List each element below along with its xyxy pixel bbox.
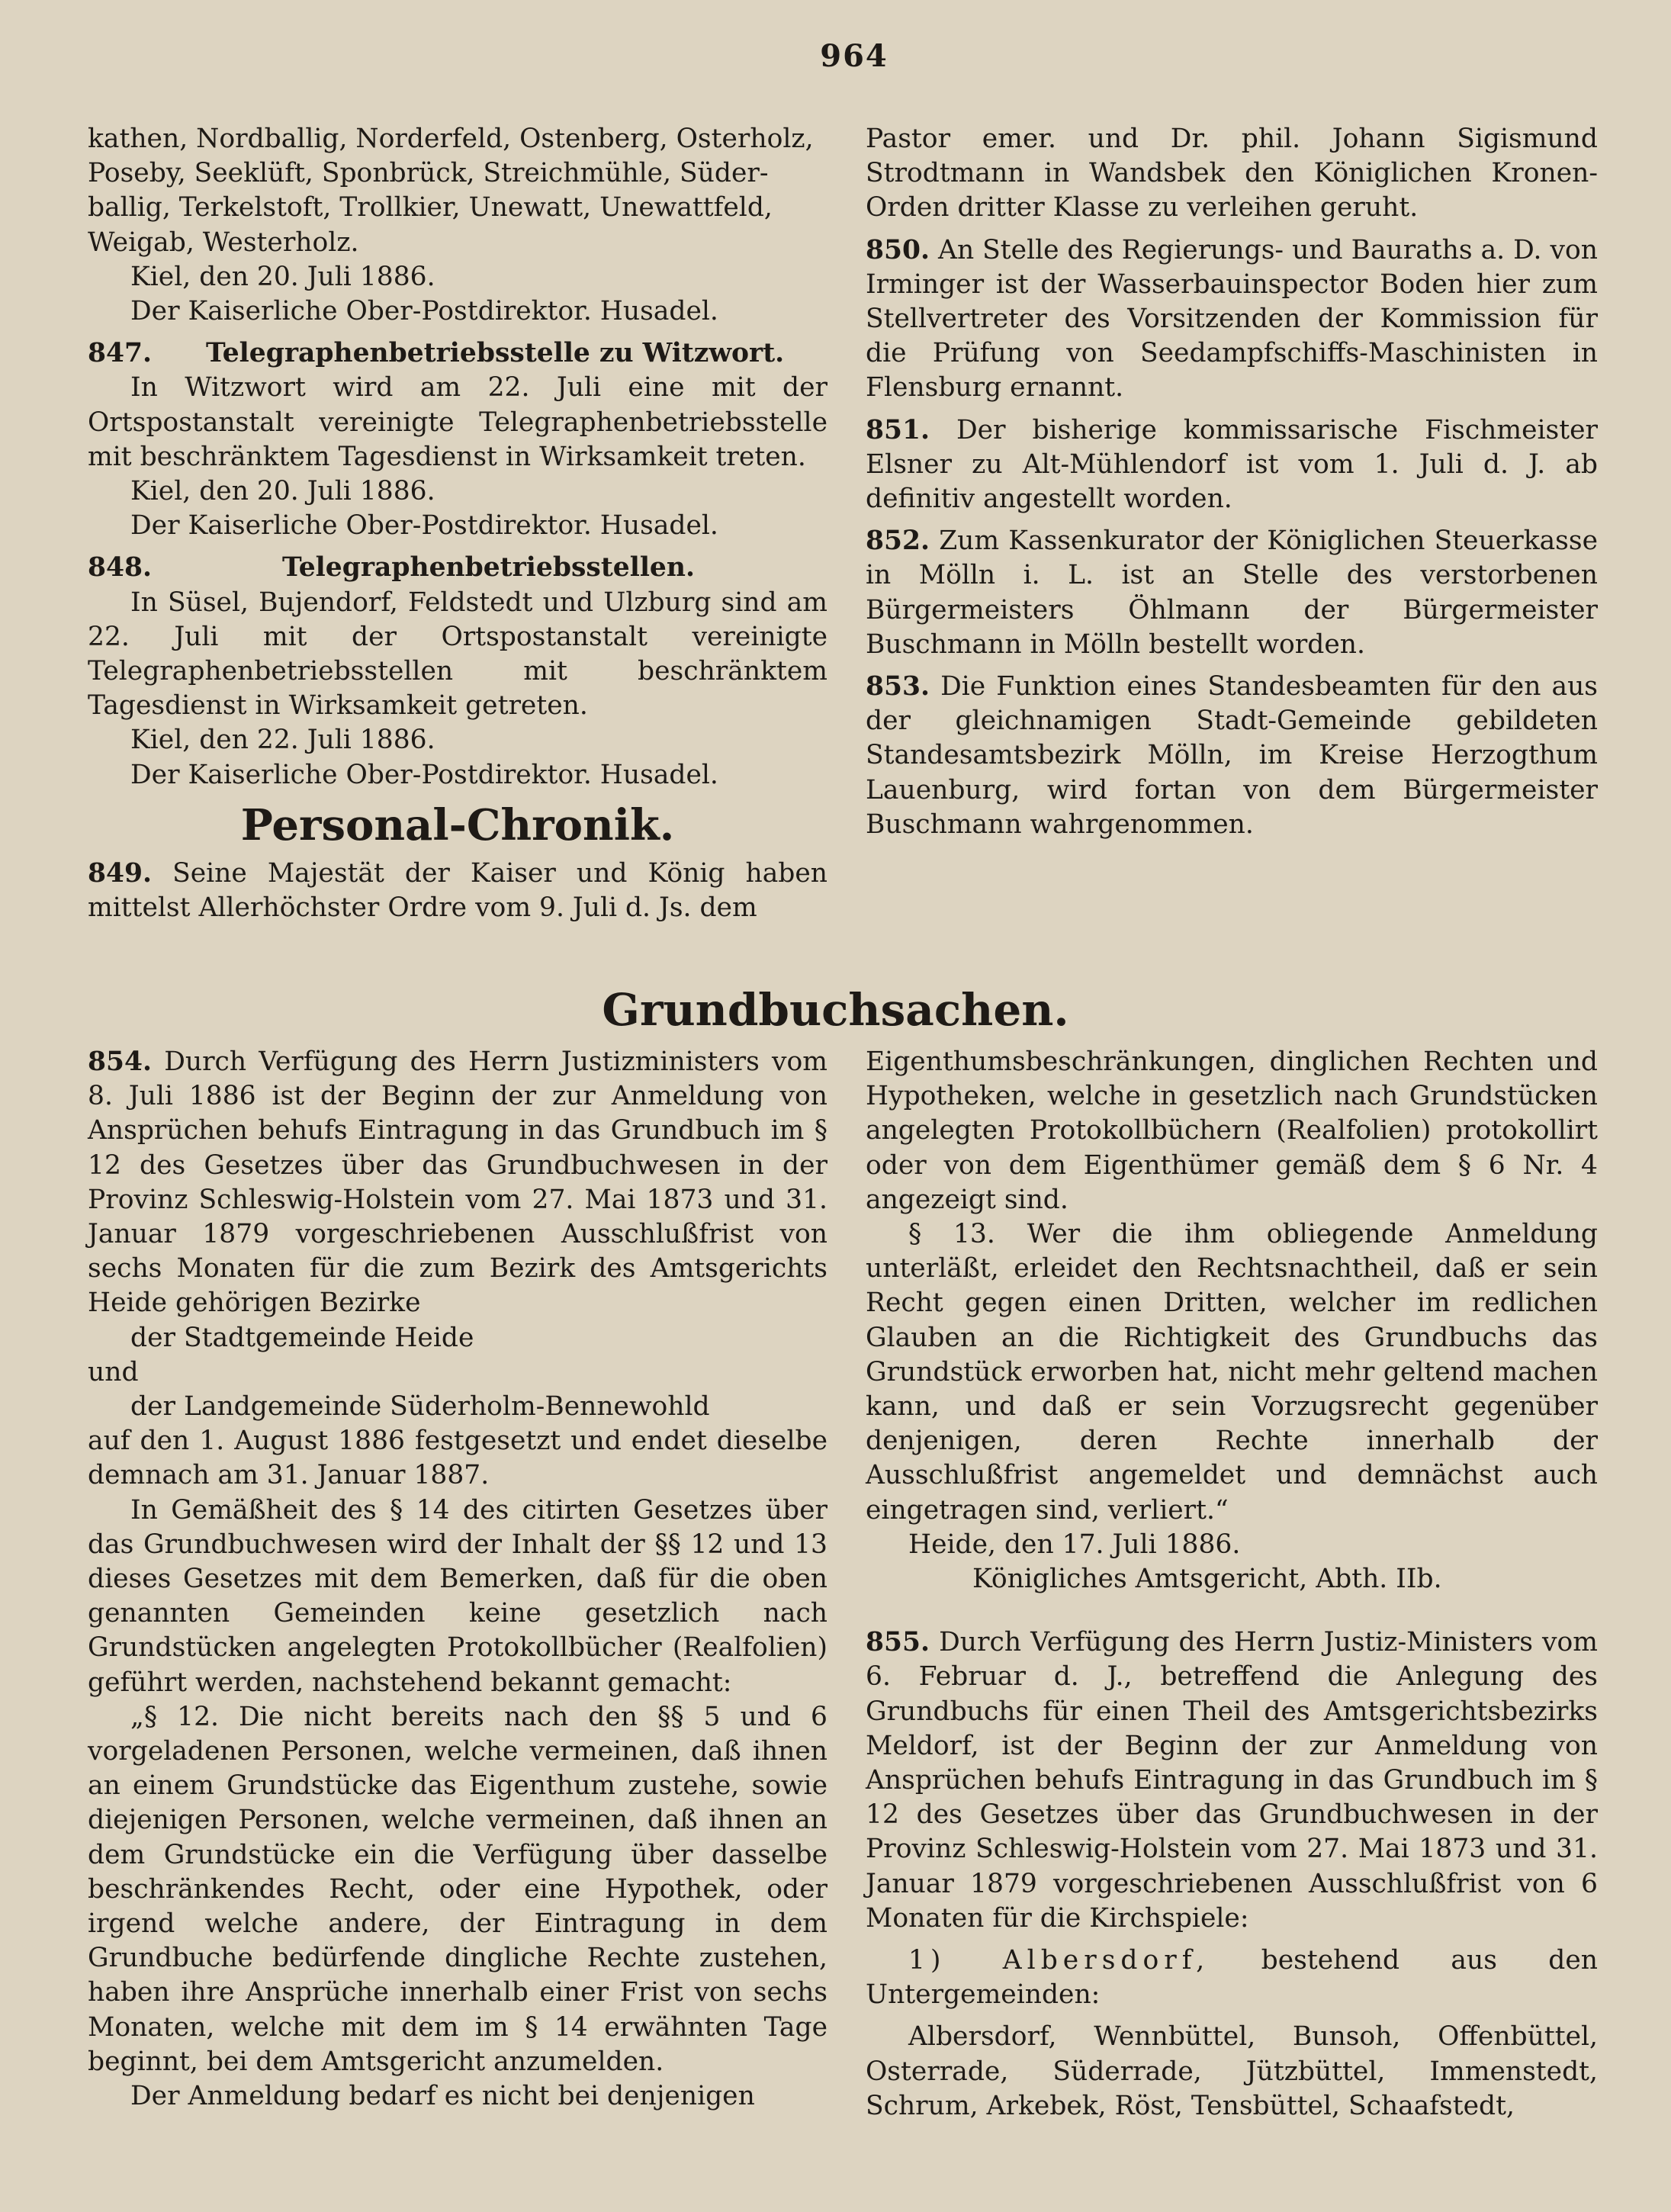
- entry-855: [866, 1625, 1598, 1936]
- entry-text: Zum Kassenkurator der Königlichen Steuerkasse in Mölln i. L. ist an Stelle des verstorbenen Bürgermeisters Öhlmann der Bürgermeister Buschmann in Mölln bestellt worden.: [866, 526, 1599, 660]
- date-line: Kiel, den 20. Juli 1886.: [130, 476, 435, 507]
- section-title-grundbuchsachen: Grundbuchsachen.: [602, 984, 1069, 1036]
- intro-line: Weigab, Westerholz.: [88, 227, 359, 258]
- right-column-top: [866, 122, 1598, 842]
- date-line: Kiel, den 22. Juli 1886.: [130, 725, 435, 756]
- entry-text: An Stelle des Regierungs- und Bauraths a. D. von Irminger ist der Wasserbauinspector Boden hier zum Stellvertreter des Vorsitzenden der Kommission für die Prüfung von Seedampfschiffs-Maschinisten in Flensburg ernannt.: [866, 234, 1598, 403]
- parish-item: [866, 1944, 1598, 2012]
- entry-847-heading: [88, 336, 827, 371]
- entry-number: 853.: [866, 671, 930, 703]
- district-item: der Landgemeinde Süderholm-Bennewohld: [130, 1391, 710, 1423]
- entry-852: [866, 524, 1598, 662]
- intro-line: ballig, Terkelstoft, Trollkier, Unewatt, Unewattfeld,: [88, 192, 773, 223]
- entry-851: [866, 413, 1598, 517]
- parish-label: 1) Albersdorf,: [908, 1945, 1210, 1976]
- entry-number: 855.: [866, 1627, 930, 1658]
- entry-text: Durch Verfügung des Herrn Justiz-Ministers vom 6. Februar d. J., betreffend die Anlegung des Grundbuchs für einen Theil des Amtsgerichtsbezirks Meldorf, ist der Beginn der zur Anmeldung von Ansprüchen behufs Eintragung in das Grundbuch im § 12 des Gesetzes über das Grundbuchwesen in der Provinz Schleswig-Holstein vom 27. Mai 1873 und 31. Januar 1879 vorgeschriebenen Ausschlußfrist von 6 Monaten für die Kirchspiele:: [866, 1627, 1599, 1934]
- entry-title: Telegraphenbetriebsstelle zu Witzwort.: [206, 338, 785, 369]
- conjunction: und: [88, 1356, 139, 1387]
- deadline-text: auf den 1. August 1886 festgesetzt und endet dieselbe demnach am 31. Januar 1887.: [88, 1426, 827, 1491]
- entry-text: Der bisherige kommissarische Fischmeister Elsner zu Alt-Mühlendorf ist vom 1. Juli d. J. ab definitiv angestellt worden.: [866, 414, 1598, 515]
- entry-number: 848.: [88, 552, 153, 584]
- entry-title: Telegraphenbetriebsstellen.: [282, 552, 695, 584]
- entry-text: Seine Majestät der Kaiser und König haben mittelst Allerhöchster Ordre vom 9. Juli d. Js. dem: [88, 857, 827, 924]
- right-column-bottom: [866, 1045, 1598, 2124]
- section-title-personal-chronik: Personal-Chronik.: [240, 799, 675, 850]
- entry-849-text: [88, 857, 827, 925]
- entry-number: 851.: [866, 414, 930, 445]
- intro-line: kathen, Nordballig, Norderfeld, Ostenberg, Osterholz,: [88, 124, 814, 154]
- entry-number: 850.: [866, 234, 930, 265]
- anmeldung-text: Der Anmeldung bedarf es nicht bei denjenigen: [130, 2081, 755, 2112]
- entry-848-heading: [88, 551, 827, 585]
- signature-line: Der Kaiserliche Ober-Postdirektor. Husadel.: [130, 296, 718, 327]
- left-column-bottom: [88, 1045, 827, 2114]
- continuation-text: Eigenthumsbeschränkungen, dinglichen Rechten und Hypotheken, welche in gesetzlich nach Grundstücken angelegten Protokollbüchern (Realfolien) protokollirt oder von dem Eigenthümer gemäß dem § 6 Nr. 4 angezeigt sind.: [866, 1047, 1598, 1215]
- entry-number: 847.: [88, 338, 153, 369]
- entry-848-text: In Süsel, Bujendorf, Feldstedt und Ulzburg sind am 22. Juli mit der Ortspostanstalt vereinigte Telegraphenbetriebsstellen mit beschränktem Tagesdienst in Wirksamkeit getreten.: [88, 587, 827, 722]
- entry-number: 854.: [88, 1047, 153, 1077]
- date-line: Kiel, den 20. Juli 1886.: [130, 261, 435, 292]
- page-number: 964: [820, 38, 889, 74]
- left-column-top: [88, 122, 827, 925]
- paragraph-13-text: § 13. Wer die ihm obliegende Anmeldung unterläßt, erleidet den Rechtsnachtheil, daß er sein Recht gegen einen Dritten, welcher im redlichen Glauben an die Richtigkeit des Grundbuchs das Grundstück erworben hat, nicht mehr geltend machen kann, und daß er sein Vorzugsrecht gegenüber denjenigen, deren Rechte innerhalb der Ausschlußfrist angemeldet und demnächst auch eingetragen sind, verliert.“: [866, 1219, 1598, 1526]
- parish-list: Albersdorf, Wennbüttel, Bunsoh, Offenbüttel, Osterrade, Süderrade, Jützbüttel, Immenstedt, Schrum, Arkebek, Röst, Tensbüttel, Schaafstedt,: [866, 2021, 1598, 2121]
- entry-854: [88, 1045, 827, 1321]
- intro-line: Poseby, Seeklüft, Sponbrück, Streichmühle, Süder-: [88, 158, 769, 189]
- entry-text: Durch Verfügung des Herrn Justizministers vom 8. Juli 1886 ist der Beginn der zur Anmeldung von Ansprüchen behufs Eintragung in das Grundbuch im § 12 des Gesetzes über das Grundbuchwesen in der Provinz Schleswig-Holstein vom 27. Mai 1873 und 31. Januar 1879 vorgeschriebenen Ausschlußfrist von sechs Monaten für die zum Bezirk des Amtsgerichts Heide gehörigen Bezirke: [88, 1047, 828, 1319]
- signature-line: Der Kaiserliche Ober-Postdirektor. Husadel.: [130, 510, 718, 542]
- entry-849-continuation: Pastor emer. und Dr. phil. Johann Sigismund Strodtmann in Wandsbek den Königlichen Kronen-Orden dritter Klasse zu verleihen geruht.: [866, 124, 1598, 223]
- entry-number: 849.: [88, 857, 153, 889]
- entry-853: [866, 670, 1598, 842]
- entry-850: [866, 233, 1598, 406]
- date-line: Heide, den 17. Juli 1886.: [908, 1529, 1241, 1560]
- entry-847-text: In Witzwort wird am 22. Juli eine mit der Ortspostanstalt vereinigte Telegraphenbetriebsstelle mit beschränktem Tagesdienst in Wirksamkeit treten.: [88, 372, 827, 472]
- signature-line: Der Kaiserliche Ober-Postdirektor. Husadel.: [130, 759, 718, 790]
- paragraph-12-text: „§ 12. Die nicht bereits nach den §§ 5 und 6 vorgeladenen Personen, welche vermeinen, daß ihnen an einem Grundstücke das Eigenthum zustehe, sowie diejenigen Personen, welche vermeinen, daß ihnen an dem Grundstücke ein die Verfügung über dasselbe beschränkendes Recht, oder eine Hypothek, oder irgend welche andere, der Eintragung in dem Grundbuche bedürfende dingliche Rechte zustehen, haben ihre Ansprüche innerhalb einer Frist von sechs Monaten, welche mit dem im § 14 erwähnten Tage beginnt, bei dem Amtsgericht anzumelden.: [88, 1701, 827, 2077]
- signature-line: Königliches Amtsgericht, Abth. IIb.: [972, 1564, 1442, 1595]
- parish-text: bestehend aus den Untergemeinden:: [866, 1945, 1598, 2011]
- entry-text: Die Funktion eines Standesbeamten für den aus der gleichnamigen Stadt-Gemeinde gebildeten Standesamtsbezirk Mölln, im Kreise Herzogthum Lauenburg, wird fortan von dem Bürgermeister Buschmann wahrgenommen.: [866, 671, 1598, 840]
- entry-number: 852.: [866, 526, 930, 557]
- gemaessheit-text: In Gemäßheit des § 14 des citirten Gesetzes über das Grundbuchwesen wird der Inhalt der §§ 12 und 13 dieses Gesetzes mit dem Bemerken, daß für die oben genannten Gemeinden keine gesetzlich nach Grundstücken angelegten Protokollbücher (Realfolien) geführt werden, nachstehend bekannt gemacht:: [88, 1494, 827, 1698]
- district-item: der Stadtgemeinde Heide: [130, 1322, 474, 1353]
